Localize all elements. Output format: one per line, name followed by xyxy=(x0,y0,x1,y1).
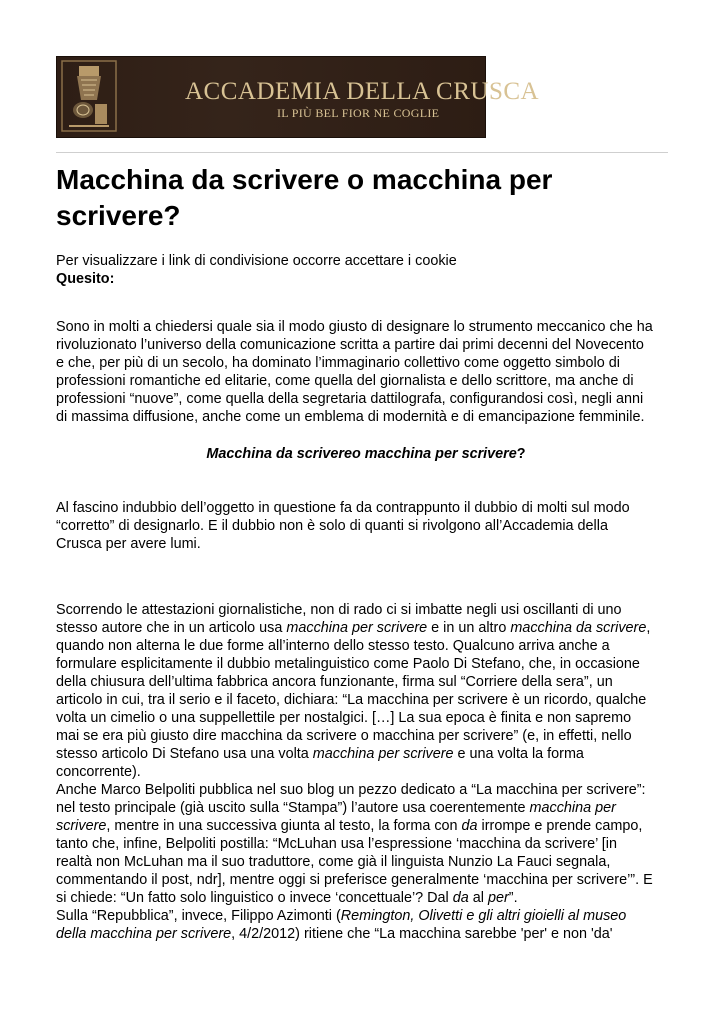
text-line: commentando il post, ndr], mentre oggi si preferisce generalmente ‘macchina per scrivere’”. E xyxy=(56,872,653,888)
text-fragment: e in un altro xyxy=(427,620,511,636)
italic-term: macchina da scrivere xyxy=(510,620,647,636)
text-line xyxy=(56,889,676,907)
cookie-notice: Per visualizzare i link di condivisione occorre accettare i cookie xyxy=(56,253,457,269)
paragraph-doubt xyxy=(56,499,676,553)
text-fragment: , xyxy=(646,620,651,636)
quesito-label-text: Quesito: xyxy=(56,271,115,287)
paragraph-repubblica xyxy=(56,907,676,943)
text-line: mai se era più giusto dire macchina da scrivere o macchina per scrivere” (e, in effetti, nello xyxy=(56,728,632,744)
text-fragment: stesso autore che in un articolo usa xyxy=(56,620,287,636)
italic-term: macchina per xyxy=(529,800,616,816)
text-line: quando non alterna le due forme all’interno dello stesso testo. Qualcuno arriva anche a xyxy=(56,638,610,654)
italic-term: macchina per scrivere xyxy=(312,746,454,762)
text-fragment: , 4/2/2012) ritiene che “La macchina sarebbe 'per' e non 'da' xyxy=(231,926,613,942)
italic-term: della macchina per scrivere xyxy=(56,926,232,942)
text-line xyxy=(56,745,676,763)
question-part: macchina per scrivere xyxy=(360,446,517,462)
paragraph-attestazioni xyxy=(56,601,676,781)
text-line: realtà non McLuhan ma il suo traduttore, come già il linguista Nunzio La Fauci segnala, xyxy=(56,854,611,870)
text-line: “corretto” di designarlo. E il dubbio non è solo di quanti si rivolgono all’Accademia della xyxy=(56,518,608,534)
italic-term: scrivere xyxy=(56,818,107,834)
article-body xyxy=(56,252,676,943)
italic-term: da xyxy=(452,890,469,906)
paragraph-intro xyxy=(56,318,676,426)
italic-term: Remington, Olivetti e gli altri gioielli al museo xyxy=(340,908,627,924)
site-header-banner[interactable] xyxy=(56,56,540,138)
text-line: formulare esplicitamente il dubbio metalinguistico come Paolo Di Stefano, che, in occasione xyxy=(56,656,640,672)
text-line: e che, per più di un secolo, ha dominato l’immaginario collettivo come oggetto simbolo di xyxy=(56,355,620,371)
text-fragment: nel testo principale (già uscito sulla “Stampa”) l’autore usa coerentemente xyxy=(56,800,530,816)
text-line xyxy=(56,817,676,835)
text-fragment: ”. xyxy=(508,890,518,906)
text-fragment: al xyxy=(468,890,488,906)
text-line: rivoluzionato l’universo della comunicazione scritta a partire dai primi decenni del Novecento xyxy=(56,337,644,353)
text-fragment: stesso articolo Di Stefano usa una volta xyxy=(56,746,313,762)
page-title xyxy=(56,162,668,234)
text-line: professioni “nuove”, come quella della segretaria dattilografa, configurandosi così, negli anni xyxy=(56,391,644,407)
text-line: tanto che, infine, Belpoliti postilla: “McLuhan usa l’espressione ‘macchina da scrivere’ [in xyxy=(56,836,617,852)
text-line xyxy=(56,619,676,637)
text-line xyxy=(56,799,676,817)
italic-term: per xyxy=(487,890,509,906)
text-line: concorrente). xyxy=(56,764,141,780)
question-part: o xyxy=(352,446,361,462)
question-part: Macchina da scrivere xyxy=(206,446,352,462)
sieve-emblem-icon xyxy=(61,60,117,132)
text-line: professioni romantiche ed elitarie, come quella del giornalista e dello scrittore, ma anche di xyxy=(56,373,634,389)
text-line xyxy=(56,907,676,925)
brand-motto: IL PIÙ BEL FIOR NE COGLIE xyxy=(277,106,440,120)
text-line xyxy=(56,925,676,943)
text-line: Scorrendo le attestazioni giornalistiche, non di rado ci si imbatte negli usi oscillanti di uno xyxy=(56,602,622,618)
paragraph-belpoliti xyxy=(56,781,676,907)
brand-name: ACCADEMIA DELLA CRUSCA xyxy=(185,78,540,105)
text-line: articolo in cui, tra il serio e il faceto, dichiara: “La macchina per scrivere è un ricordo, qualche xyxy=(56,692,647,708)
text-line: della chiusura dell’ultima fabbrica ancora funzionante, firma sul “Corriere della sera”, un xyxy=(56,674,613,690)
text-line: Crusca per avere lumi. xyxy=(56,536,201,552)
text-fragment: Sulla “Repubblica”, invece, Filippo Azimonti ( xyxy=(56,908,341,924)
text-line: Al fascino indubbio dell’oggetto in questione fa da contrappunto il dubbio di molti sul modo xyxy=(56,500,630,516)
title-line: Macchina da scrivere o macchina per xyxy=(56,164,553,195)
text-line: Anche Marco Belpoliti pubblica nel suo blog un pezzo dedicato a “La macchina per scrivere”: xyxy=(56,782,646,798)
text-line: Sono in molti a chiedersi quale sia il modo giusto di designare lo strumento meccanico che ha xyxy=(56,319,653,335)
italic-term: da xyxy=(461,818,478,834)
header-divider xyxy=(56,152,668,153)
text-line: di massima diffusione, anche come un emblema di modernità e di emancipazione femminile. xyxy=(56,409,645,425)
text-fragment: e una volta la forma xyxy=(453,746,584,762)
quesito-label xyxy=(56,270,676,288)
text-fragment: si chiede: “Un fatto solo linguistico o invece ‘concettuale’? Dal xyxy=(56,890,453,906)
text-line: volta un cimelio o una suppellettile per nostalgici. […] La sua epoca è finita e non sapremo xyxy=(56,710,632,726)
title-line: scrivere? xyxy=(56,200,181,231)
question-heading xyxy=(56,445,676,463)
text-fragment: , mentre in una successiva giunta al testo, la forma con xyxy=(106,818,462,834)
italic-term: macchina per scrivere xyxy=(286,620,428,636)
text-fragment: irrompe e prende campo, xyxy=(477,818,643,834)
question-part: ? xyxy=(516,446,526,462)
